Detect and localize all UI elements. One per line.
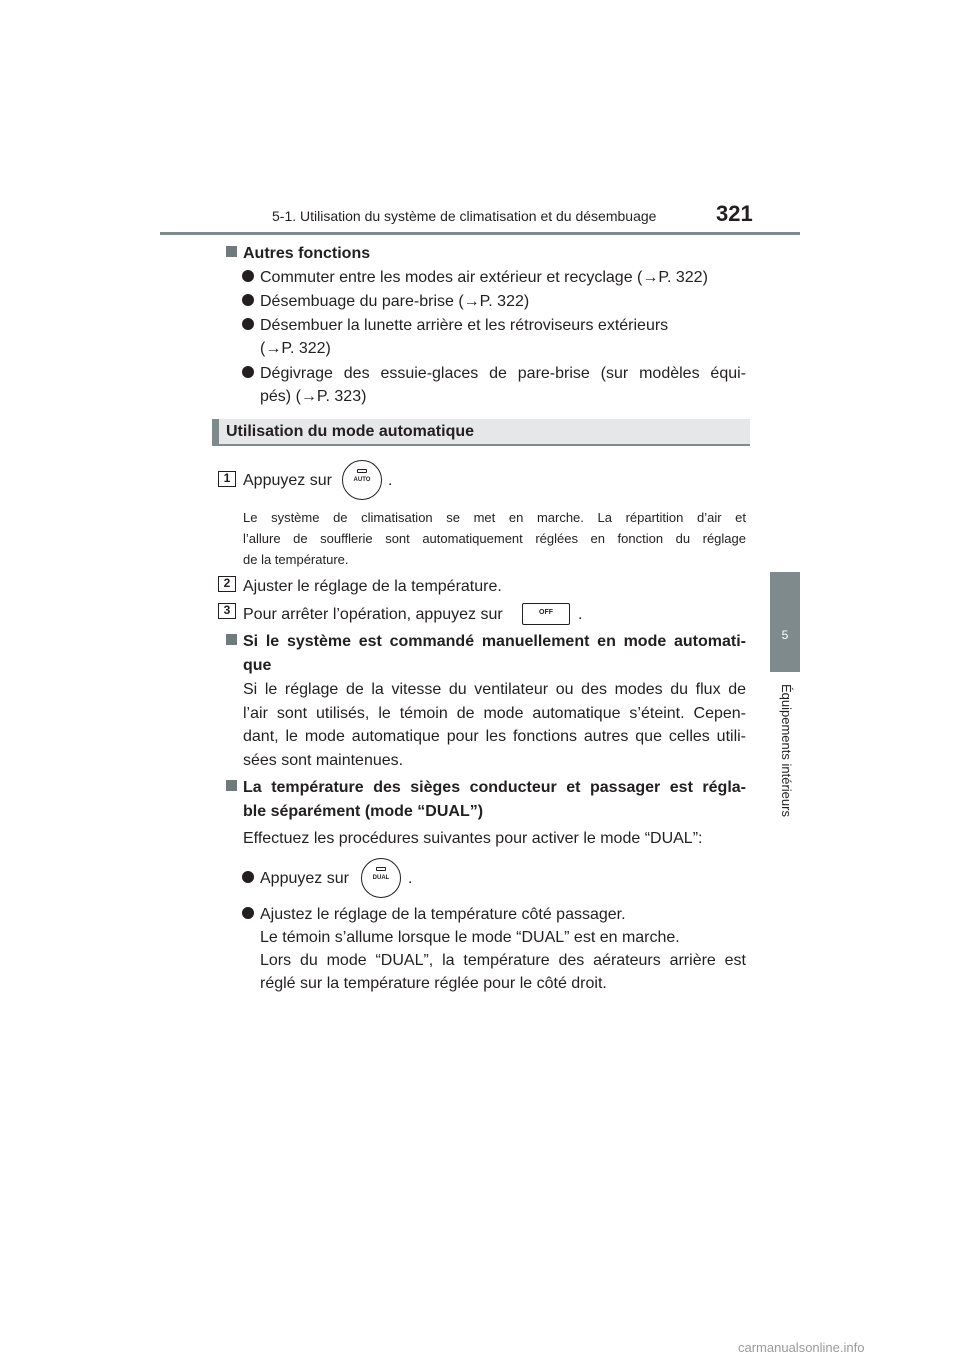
page-number: 321	[716, 201, 753, 226]
list-item	[242, 903, 626, 926]
chapter-tab	[770, 572, 800, 672]
chapter-label: Équipements intérieurs	[779, 684, 794, 817]
indicator-light-icon	[376, 867, 386, 871]
header-divider	[160, 232, 800, 235]
dual-bullet-period: .	[408, 870, 413, 887]
bullet-icon	[242, 294, 254, 306]
dual-bullet-line: réglé sur la température réglée pour le côté droit.	[260, 975, 607, 992]
bullet-icon	[242, 871, 254, 883]
dual-mode-intro: Effectuez les procédures suivantes pour activer le mode “DUAL”:	[243, 830, 703, 847]
step-1-note-line: de la température.	[243, 552, 349, 567]
bullet-icon	[242, 366, 254, 378]
list-item	[242, 867, 349, 890]
dual-button-icon	[361, 858, 401, 898]
square-bullet-icon	[226, 780, 237, 791]
list-item-text: Appuyez sur	[260, 870, 349, 887]
manual-mode-body-line: Si le réglage de la vitesse du ventilateur ou des modes du flux de	[243, 681, 746, 698]
off-button-label: OFF	[539, 609, 553, 616]
step-number-1: 1	[218, 471, 236, 487]
manual-mode-body-line: sées sont maintenues.	[243, 752, 404, 769]
list-item-text: Commuter entre les modes air extérieur et recyclage (→P. 322)	[260, 269, 708, 286]
auto-button-icon	[342, 460, 382, 500]
step-number-3: 3	[218, 603, 236, 619]
section-title: Utilisation du mode automatique	[226, 423, 475, 440]
step-2-text: Ajuster le réglage de la température.	[243, 578, 502, 595]
footer-watermark: carmanualsonline.info	[738, 1340, 865, 1355]
manual-mode-title-line: que	[243, 657, 272, 674]
off-button-icon	[522, 603, 570, 625]
manual-mode-body-line: dant, le mode automatique pour les fonctions autres que celles utili-	[243, 728, 746, 745]
dual-mode-title-line: La température des sièges conducteur et passager est régla-	[243, 779, 746, 796]
bullet-icon	[242, 907, 254, 919]
step-3-text: Pour arrêter l’opération, appuyez sur	[243, 606, 503, 623]
dual-mode-heading	[226, 776, 746, 799]
list-item	[242, 290, 529, 313]
manual-mode-title-line: Si le système est commandé manuellement en mode automati-	[243, 633, 746, 650]
list-item-continuation: (→P. 322)	[260, 340, 331, 357]
step-3-period: .	[578, 606, 583, 623]
list-item	[242, 266, 708, 289]
step-1-note-line: l’allure de soufflerie sont automatiquement réglées en fonction du réglage	[243, 531, 746, 546]
header-section-title: 5-1. Utilisation du système de climatisation et du désembuage	[272, 208, 657, 224]
bullet-icon	[242, 318, 254, 330]
list-item-text: Dégivrage des essuie-glaces de pare-brise (sur modèles équi-	[260, 365, 746, 382]
section-divider	[212, 444, 750, 446]
bullet-icon	[242, 270, 254, 282]
list-item	[242, 362, 746, 385]
step-1-text: Appuyez sur	[243, 472, 332, 489]
dual-button-label: DUAL	[372, 875, 390, 881]
list-item-continuation: pés) (→P. 323)	[260, 388, 367, 405]
manual-mode-body-line: l’air sont utilisés, le témoin de mode automatique s’éteint. Cepen-	[243, 705, 746, 722]
step-1-period: .	[388, 472, 393, 489]
square-bullet-icon	[226, 246, 237, 257]
list-item-text: Désembuage du pare-brise (→P. 322)	[260, 293, 530, 310]
list-item	[242, 314, 668, 337]
auto-button-label: AUTO	[353, 477, 371, 483]
dual-bullet-line: Lors du mode “DUAL”, la température des aérateurs arrière est	[260, 952, 746, 969]
square-bullet-icon	[226, 634, 237, 645]
other-functions-heading	[226, 242, 370, 265]
list-item-text: Désembuer la lunette arrière et les rétroviseurs extérieurs	[260, 317, 669, 334]
manual-mode-heading	[226, 630, 746, 653]
indicator-light-icon	[357, 469, 367, 473]
step-number-2: 2	[218, 576, 236, 592]
other-functions-title: Autres fonctions	[243, 245, 371, 262]
chapter-number: 5	[781, 628, 789, 642]
step-1-note-line: Le système de climatisation se met en marche. La répartition d’air et	[243, 510, 746, 525]
list-item-text: Ajustez le réglage de la température côté passager.	[260, 906, 626, 923]
dual-bullet-line: Le témoin s’allume lorsque le mode “DUAL” est en marche.	[260, 929, 680, 946]
dual-mode-title-line: ble séparément (mode “DUAL”)	[243, 803, 484, 820]
